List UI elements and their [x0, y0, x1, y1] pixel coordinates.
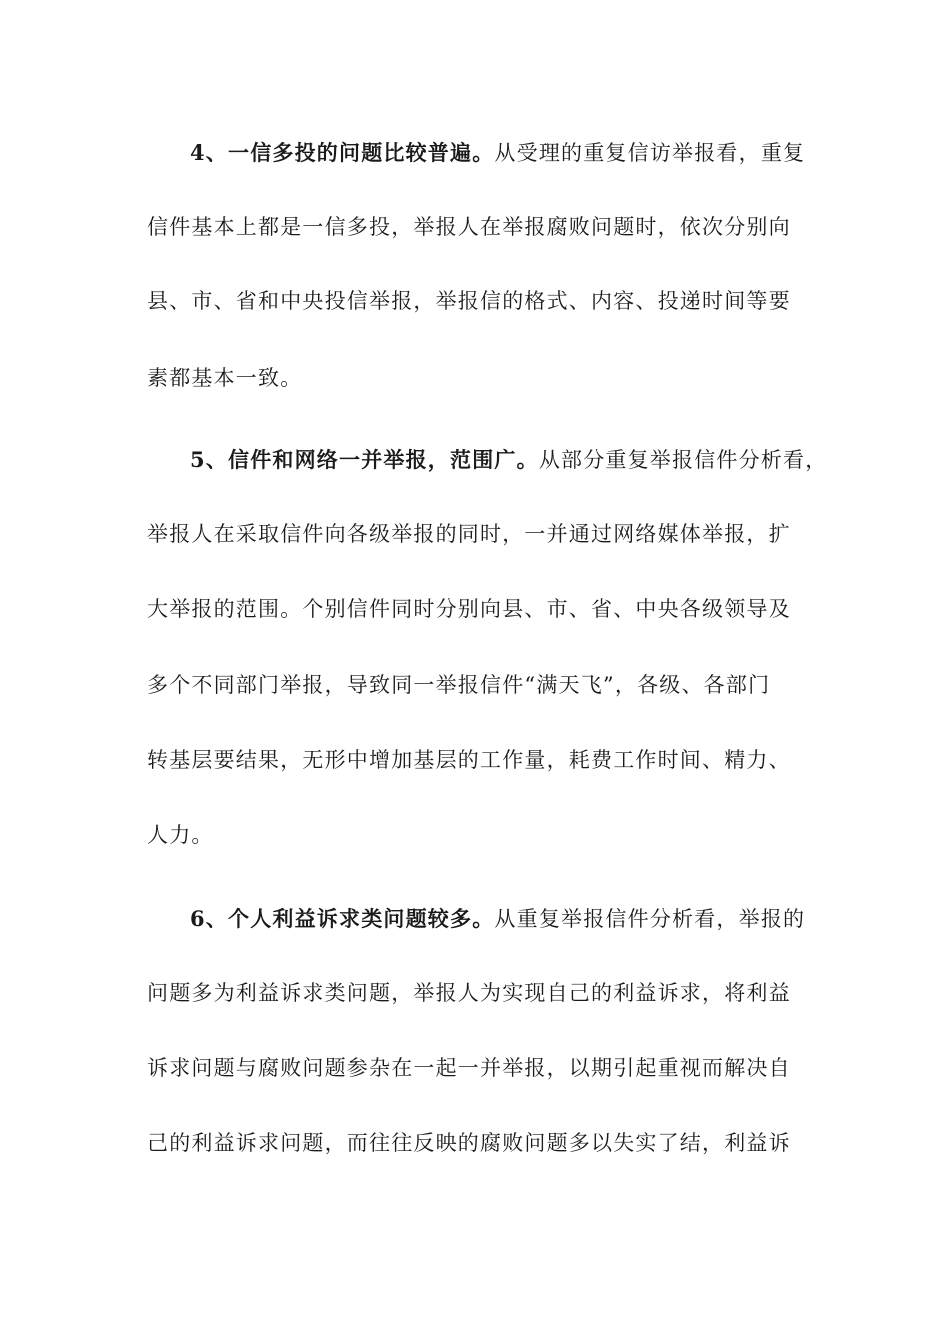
paragraph-5-line: 大举报的范围。个别信件同时分别向县、市、省、中央各级领导及 — [147, 597, 791, 621]
paragraph-6-heading: 6、个人利益诉求类问题较多。 — [190, 906, 495, 931]
paragraph-5-line: 人力。 — [147, 823, 214, 847]
paragraph-4-line: 素都基本一致。 — [147, 366, 303, 390]
paragraph-6-line: 问题多为利益诉求类问题，举报人为实现自己的利益诉求，将利益 — [147, 981, 791, 1005]
paragraph-5-line: 多个不同部门举报，导致同一举报信件“满天飞”，各级、各部门 — [147, 673, 771, 697]
paragraph-5-first-line — [190, 445, 830, 475]
paragraph-4-text: 从受理的重复信访举报看，重复 — [494, 141, 806, 165]
paragraph-5-line: 转基层要结果，无形中增加基层的工作量，耗费工作时间、精力、 — [147, 748, 791, 772]
paragraph-5-heading: 5、信件和网络一并举报，范围广。 — [190, 447, 539, 472]
paragraph-6-line: 诉求问题与腐败问题参杂在一起一并举报，以期引起重视而解决自 — [147, 1056, 791, 1080]
paragraph-5-text: 从部分重复举报信件分析看， — [538, 448, 828, 472]
paragraph-6-text: 从重复举报信件分析看，举报的 — [494, 907, 806, 931]
paragraph-5-line: 举报人在采取信件向各级举报的同时，一并通过网络媒体举报，扩 — [147, 522, 791, 546]
paragraph-6-line: 己的利益诉求问题，而往往反映的腐败问题多以失实了结，利益诉 — [147, 1131, 791, 1155]
paragraph-6-first-line — [190, 904, 830, 934]
paragraph-4-line: 信件基本上都是一信多投，举报人在举报腐败问题时，依次分别向 — [147, 215, 791, 239]
paragraph-4-line: 县、市、省和中央投信举报，举报信的格式、内容、投递时间等要 — [147, 289, 791, 313]
paragraph-4-first-line — [190, 138, 830, 168]
paragraph-4-heading: 4、一信多投的问题比较普遍。 — [190, 140, 495, 165]
